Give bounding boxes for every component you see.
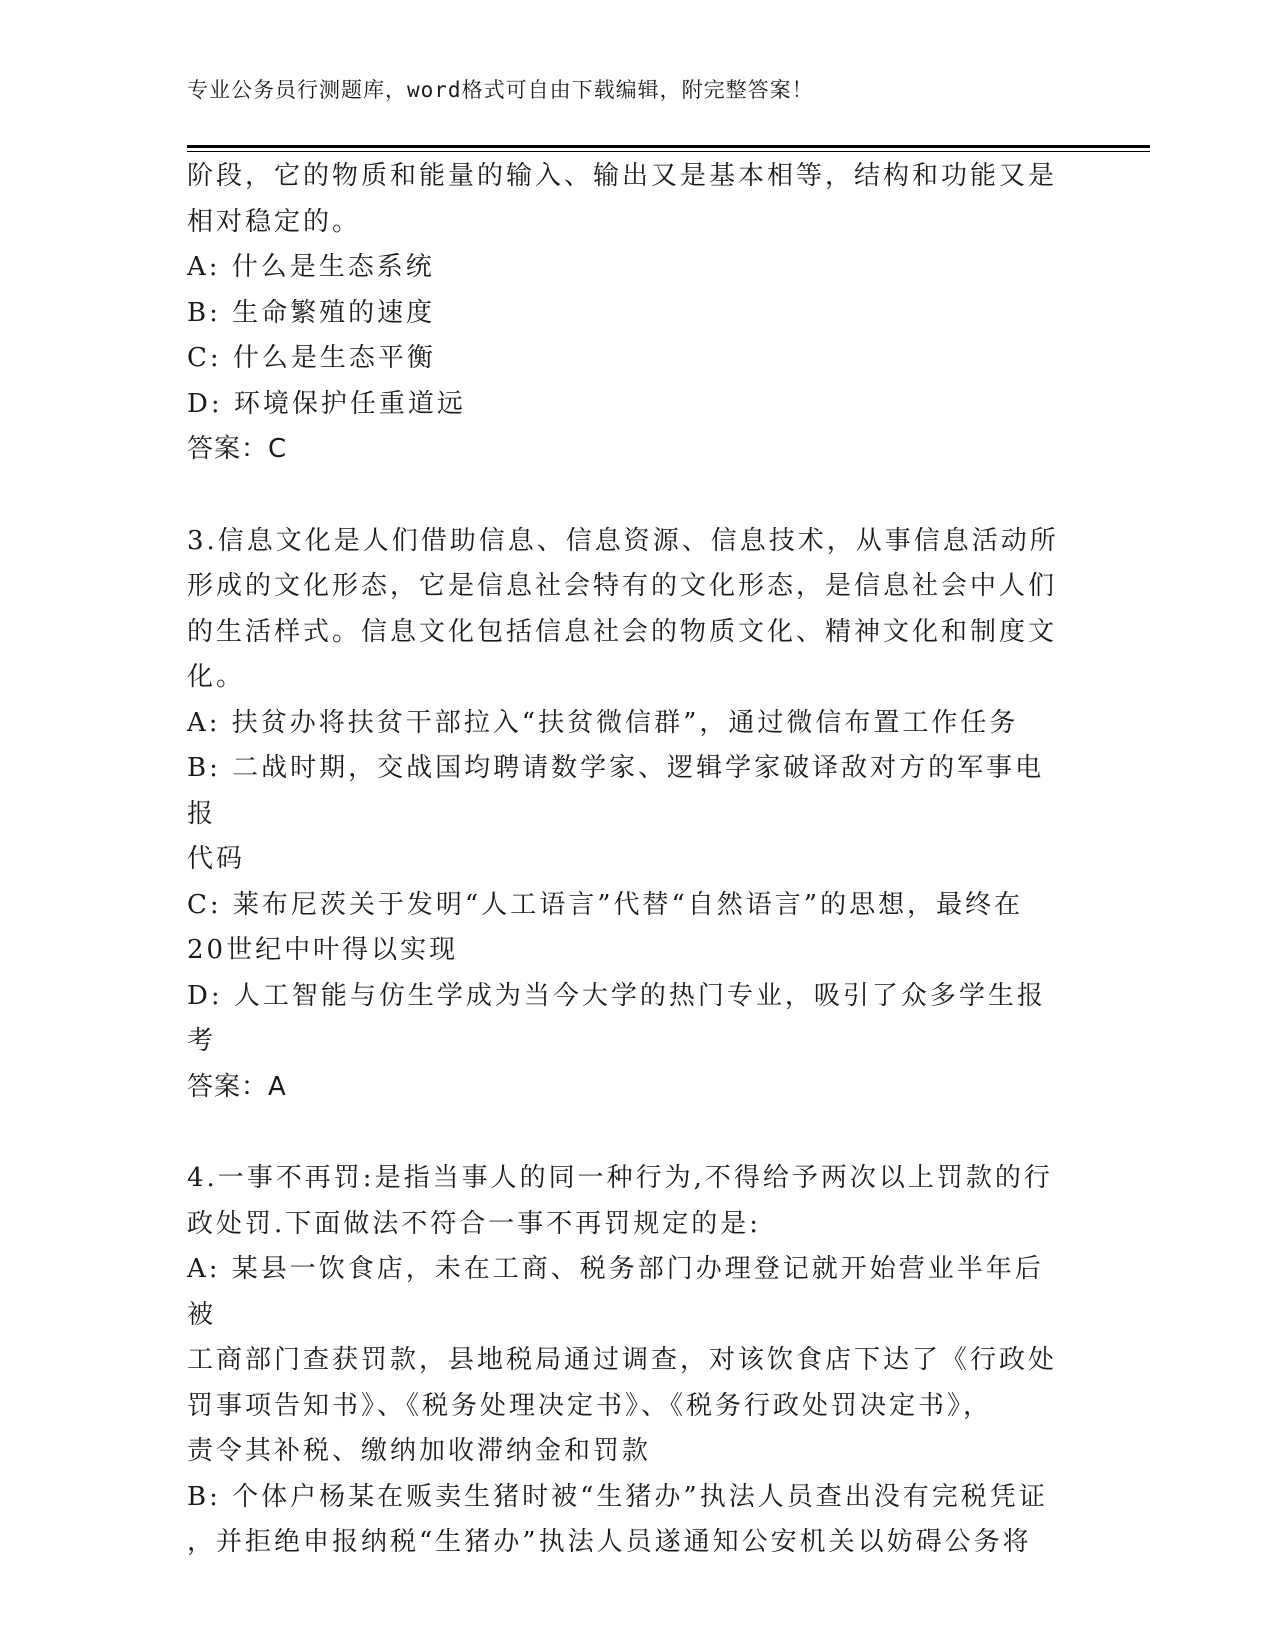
q3-option-a: A: 扶贫办将扶贫干部拉入“扶贫微信群”，通过微信布置工作任务 (187, 707, 1019, 738)
q2-option-b: B: 生命繁殖的速度 (187, 297, 436, 328)
spacer (187, 1110, 1067, 1156)
q4-stem-line: 4.一事不再罚:是指当事人的同一种行为,不得给予两次以上罚款的行 (187, 1163, 1053, 1193)
q2-option-a: A: 什么是生态系统 (187, 252, 435, 282)
q3-option-b-cont: 代码 (187, 844, 246, 874)
q2-answer: 答案：C (187, 434, 288, 464)
q4-option-a-cont: 罚事项告知书》、《税务处理决定书》、《税务行政处罚决定书》， (187, 1390, 993, 1421)
q3-stem-line: 的生活样式。信息文化包括信息社会的物质文化、精神文化和制度文 (187, 616, 1058, 647)
q4-option-b-cont: ，并拒绝申报纳税“生猪办”执法人员遂通知公安机关以妨碍公务将 (187, 1527, 1032, 1557)
q2-option-d: D: 环境保护任重道远 (187, 388, 466, 419)
q4-stem-line: 政处罚.下面做法不符合一事不再罚规定的是: (187, 1208, 762, 1239)
q2-option-c: C: 什么是生态平衡 (187, 343, 436, 373)
q2-stem-line: 相对稳定的。 (187, 206, 362, 237)
q4-option-b: B: 个体户杨某在贩卖生猪时被“生猪办”执法人员查出没有完税凭证 (187, 1481, 1048, 1512)
q3-stem-line: 化。 (187, 662, 246, 692)
q3-stem-line: 3.信息文化是人们借助信息、信息资源、信息技术，从事信息活动所 (187, 525, 1059, 556)
q4-option-a: A: 某县一饮食店，未在工商、税务部门办理登记就开始营业半年后被 (187, 1254, 1044, 1330)
q2-stem-line: 阶段，它的物质和能量的输入、输出又是基本相等，结构和功能又是 (187, 161, 1058, 191)
q3-option-d: D: 人工智能与仿生学成为当今大学的热门专业，吸引了众多学生报考 (187, 980, 1046, 1056)
q3-option-c-cont: 20世纪中叶得以实现 (187, 935, 459, 965)
q3-option-b: B: 二战时期，交战国均聘请数学家、逻辑学家破译敌对方的军事电报 (187, 753, 1045, 829)
q4-option-a-cont: 工商部门查获罚款，县地税局通过调查，对该饮食店下达了《行政处 (187, 1345, 1058, 1375)
question-content (187, 154, 1067, 1566)
header-rule-thin (187, 151, 1150, 152)
q3-stem-line: 形成的文化形态，它是信息社会特有的文化形态，是信息社会中人们 (187, 571, 1058, 601)
q3-answer: 答案：A (187, 1071, 287, 1102)
q4-option-a-cont: 责令其补税、缴纳加收滞纳金和罚款 (187, 1436, 652, 1466)
spacer (187, 473, 1067, 519)
header-rule-thick (187, 145, 1150, 148)
page-header: 专业公务员行测题库，word格式可自由下载编辑，附完整答案！ (187, 78, 814, 102)
q3-option-c: C: 莱布尼茨关于发明“人工语言”代替“自然语言”的思想，最终在 (187, 889, 1024, 920)
